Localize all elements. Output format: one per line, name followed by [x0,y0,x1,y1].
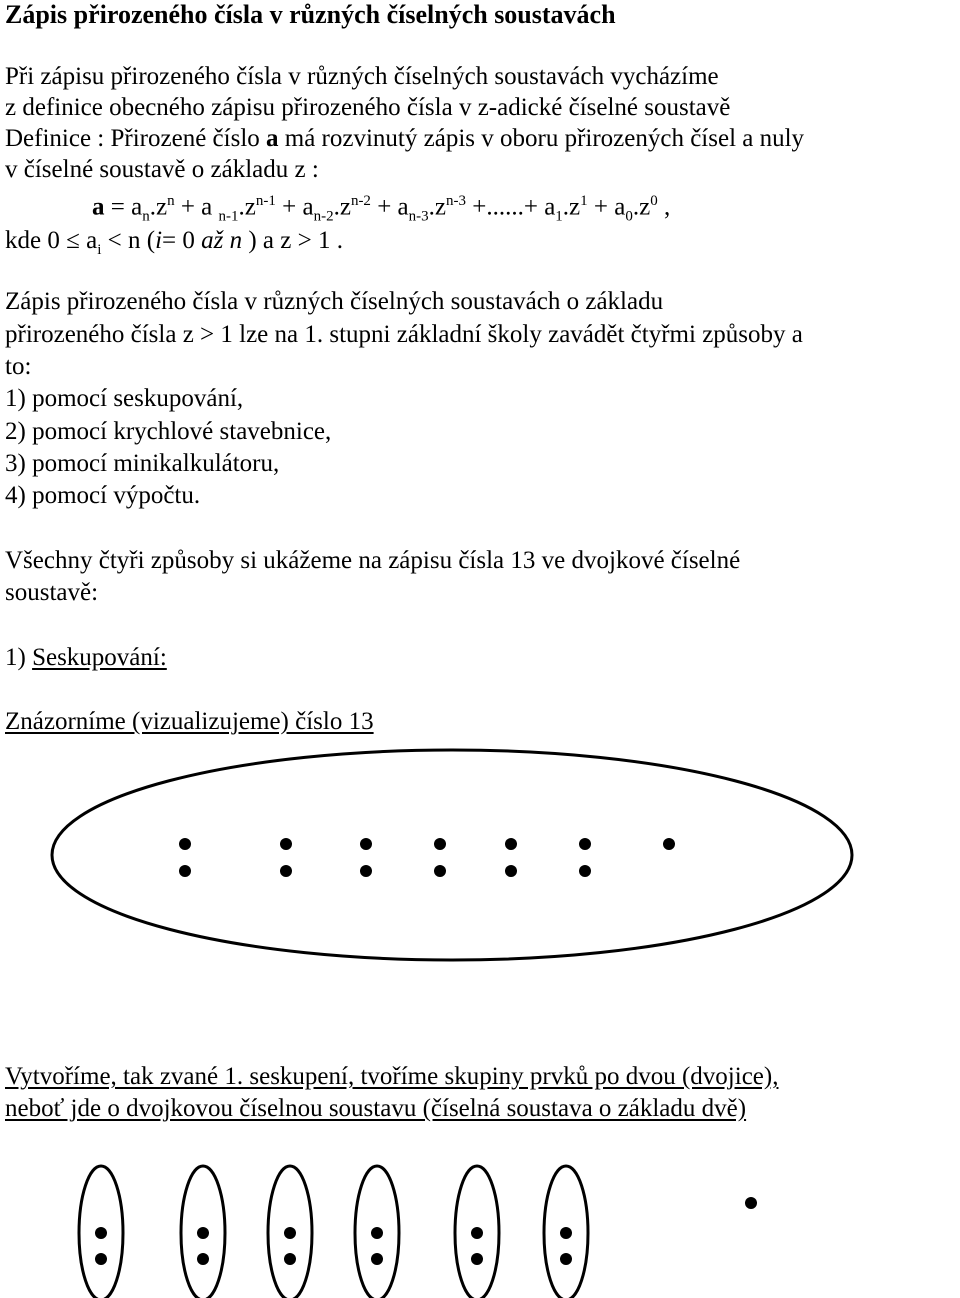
list-item: 2) pomocí krychlové stavebnice, [5,418,332,445]
list-item: 1) pomocí seskupování, [5,385,244,412]
expansion-formula: $a = a_n.z^n + a$ $_{n-1}.z^{n-1} + a_{n-2}.z^{n-2} + a_{n-3}.z^{n-3}$ +......+ $a_1.z^1 + a_0.z^0$ , [92,193,671,225]
paragraph3-line-2: soustavě: [5,579,99,606]
intro-line-1: Při zápisu přirozeného čísla v různých číselných soustavách vycházíme [5,63,719,90]
page-title: Zápis přirozeného čísla v různých číselných soustavách [5,0,616,29]
single-dot [745,1197,757,1209]
grouping-line-1: Vytvoříme, tak zvané 1. seskupení, tvoříme skupiny prvků po dvou (dvojice), [5,1063,779,1090]
paragraph3-line-1: Všechny čtyři způsoby si ukážeme na zápisu čísla 13 ve dvojkové číselné [5,547,741,574]
list-item: 4) pomocí výpočtu. [5,482,201,509]
intro-line-2: z definice obecného zápisu přirozeného čísla v z-adické číselné soustavě [5,94,731,121]
list-item: 3) pomocí minikalkulátoru, [5,450,280,477]
intro-line-4: v číselné soustavě o základu z : [5,156,319,183]
visualize-heading: Znázorníme (vizualizujeme) číslo 13 [5,708,374,735]
grouping-line-2: neboť jde o dvojkovou číselnou soustavu (číselná soustava o základu dvě) [5,1095,747,1122]
paragraph2-line-2: přirozeného čísla z > 1 lze na 1. stupni základní školy zavádět čtyřmi způsoby a [5,321,803,348]
condition-line: kde $0 \le a_i < n$ (i= 0 až n ) a z > 1 . [5,227,343,258]
paragraph2-line-1: Zápis přirozeného čísla v různých číselných soustavách o základu [5,288,664,315]
paragraph2-line-3: to: [5,353,32,380]
paired-dots [95,1197,757,1265]
section-heading: 1) Seskupování: [5,644,167,671]
bold-a: a [266,125,279,152]
intro-line-3: Definice : Přirozené číslo a má rozvinutý zápis v oboru přirozených čísel a nuly [5,125,805,152]
